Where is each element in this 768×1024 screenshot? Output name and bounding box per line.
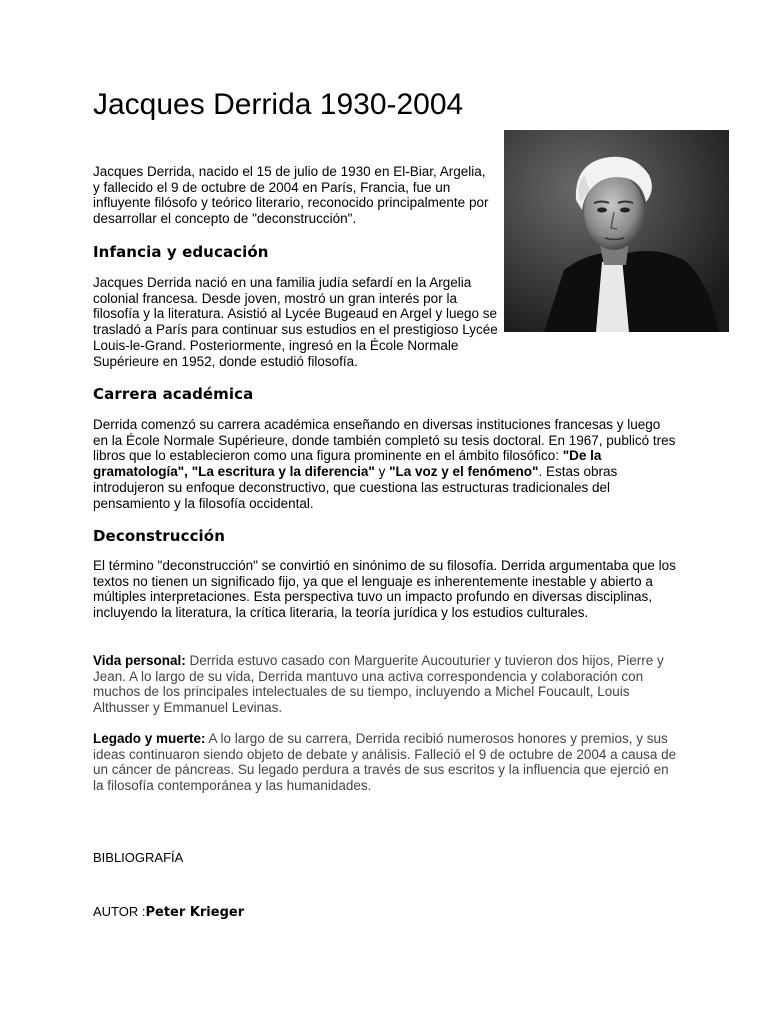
section-heading-infancia: Infancia y educación bbox=[93, 243, 269, 261]
vida-personal-label: Vida personal: bbox=[93, 653, 186, 668]
legado-paragraph bbox=[93, 731, 678, 794]
section-heading-deconstruccion: Deconstrucción bbox=[93, 527, 225, 545]
bibliografia-label: BIBLIOGRAFÍA bbox=[93, 850, 184, 865]
author-line bbox=[93, 904, 244, 920]
intro-paragraph: Jacques Derrida, nacido el 15 de julio de 1930 en El-Biar, Argelia, y fallecido el 9 de octubre de 2004 en París, Francia, fue un influyente filósofo y teórico literario, reconocido principalmente por desarrollar el concepto de "deconstrucción". bbox=[93, 164, 489, 227]
book-title-voz: "La voz y el fenómeno" bbox=[389, 464, 539, 480]
book-separator-2: y bbox=[374, 464, 390, 480]
legado-text: A lo largo de su carrera, Derrida recibió numerosos honores y premios, y sus ideas continuaron siendo objeto de debate y análisis. Falleció el 9 de octubre de 2004 a causa de un cáncer de páncreas. Su legado perdura a través de sus escritos y la influencia que ejerció en la filosofía contemporánea y las humanidades. bbox=[93, 731, 677, 794]
portrait-image bbox=[504, 130, 729, 332]
book-title-escritura: "La escritura y la diferencia" bbox=[191, 464, 375, 480]
carrera-text-after: . Estas obras introdujeron su enfoque deconstructivo, que cuestiona las estructuras tradicionales del pensamiento y la filosofía occidental. bbox=[93, 464, 618, 511]
legado-label: Legado y muerte: bbox=[93, 731, 206, 746]
book-separator-1: , bbox=[184, 464, 192, 480]
carrera-text-before: Derrida comenzó su carrera académica enseñando en diversas instituciones francesas y luego en la École Normale Supérieure, donde también completó su tesis doctoral. En 1967, publicó tres libros que lo establecieron como una figura prominente en el ámbito filosófico: bbox=[93, 417, 676, 464]
vida-personal-paragraph bbox=[93, 653, 678, 716]
page-title: Jacques Derrida 1930-2004 bbox=[93, 88, 464, 121]
deconstruccion-paragraph: El término "deconstrucción" se convirtió en sinónimo de su filosofía. Derrida argumentaba que los textos no tienen un significado fijo, ya que el lenguaje es inherentemente inestable y abierto a múltiples interpretaciones. Esta perspectiva tuvo un impacto profundo en diversas disciplinas, incluyendo la literatura, la crítica literaria, la teoría jurídica y los estudios culturales. bbox=[93, 558, 676, 621]
author-label: AUTOR : bbox=[93, 904, 146, 919]
infancia-paragraph: Jacques Derrida nació en una familia judía sefardí en la Argelia colonial francesa. Desde joven, mostró un gran interés por la filosofía y la literatura. Asistió al Lycée Bugeaud en Argel y luego se trasladó a París para continuar sus estudios en el prestigioso Lycée Louis-le-Grand. Posteriormente, ingresó en la École Normale Supérieure en 1952, donde estudió filosofía. bbox=[93, 275, 498, 369]
author-name: Peter Krieger bbox=[145, 905, 245, 920]
vida-personal-text: Derrida estuvo casado con Marguerite Aucouturier y tuvieron dos hijos, Pierre y Jean. A lo largo de su vida, Derrida mantuvo una activa correspondencia y colaboración con muchos de los principales intelectuales de su tiempo, incluyendo a Michel Foucault, Louis Althusser y Emmanuel Levinas. bbox=[93, 653, 664, 716]
section-heading-carrera: Carrera académica bbox=[93, 385, 254, 403]
book-title-gramatologia: "De la gramatología" bbox=[93, 448, 602, 480]
carrera-paragraph bbox=[93, 417, 678, 511]
portrait-photo bbox=[504, 130, 729, 332]
